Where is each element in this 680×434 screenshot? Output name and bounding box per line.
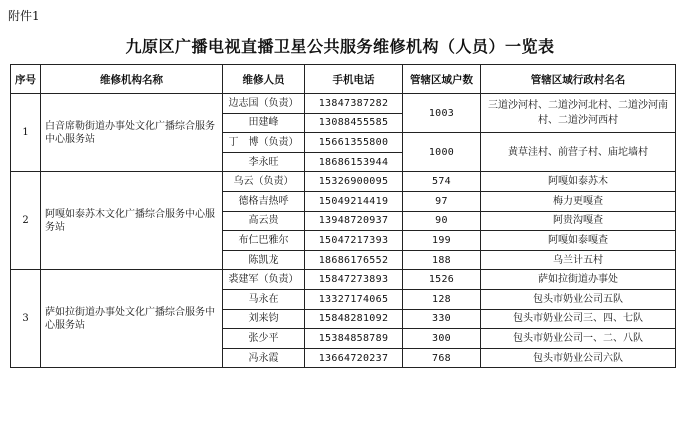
org-name: 萨如拉街道办事处文化广播综合服务中心服务站 (41, 270, 223, 368)
households-count: 1003 (403, 94, 481, 133)
staff-name: 马永在 (223, 289, 305, 309)
households-count: 128 (403, 289, 481, 309)
households-count: 97 (403, 191, 481, 211)
village-names: 萨如拉街道办事处 (481, 270, 676, 290)
org-name: 白音席勒街道办事处文化广播综合服务中心服务站 (41, 94, 223, 172)
row-number: 3 (11, 270, 41, 368)
households-count: 1526 (403, 270, 481, 290)
phone-number: 18686176552 (305, 250, 403, 270)
village-names: 包头市奶业公司五队 (481, 289, 676, 309)
phone-number: 15326900095 (305, 172, 403, 192)
phone-number: 15848281092 (305, 309, 403, 329)
header-phone: 手机电话 (305, 65, 403, 94)
org-name: 阿嘎如泰苏木文化广播综合服务中心服务站 (41, 172, 223, 270)
phone-number: 13088455585 (305, 113, 403, 133)
staff-name: 田建峰 (223, 113, 305, 133)
staff-name: 乌云（负责） (223, 172, 305, 192)
header-org: 维修机构名称 (41, 65, 223, 94)
table-row (11, 172, 676, 192)
staff-name: 德格吉热呼 (223, 191, 305, 211)
staff-name: 布仁巴雅尔 (223, 231, 305, 251)
table-row (11, 270, 676, 290)
village-names: 阿贵沟嘎查 (481, 211, 676, 231)
row-number: 2 (11, 172, 41, 270)
households-count: 768 (403, 348, 481, 368)
village-names: 包头市奶业公司一、二、八队 (481, 329, 676, 349)
staff-name: 裘建军（负责） (223, 270, 305, 290)
village-names: 阿嘎如泰嘎查 (481, 231, 676, 251)
village-names: 乌兰计五村 (481, 250, 676, 270)
header-households: 管辖区域户数 (403, 65, 481, 94)
households-count: 574 (403, 172, 481, 192)
phone-number: 13664720237 (305, 348, 403, 368)
village-names: 包头市奶业公司三、四、七队 (481, 309, 676, 329)
table-row (11, 94, 676, 114)
households-count: 199 (403, 231, 481, 251)
row-number: 1 (11, 94, 41, 172)
phone-number: 15047217393 (305, 231, 403, 251)
households-count: 330 (403, 309, 481, 329)
header-villages: 管辖区域行政村名名 (481, 65, 676, 94)
households-count: 1000 (403, 133, 481, 172)
staff-name: 高云贵 (223, 211, 305, 231)
phone-number: 18686153944 (305, 152, 403, 172)
village-names: 包头市奶业公司六队 (481, 348, 676, 368)
phone-number: 13847387282 (305, 94, 403, 114)
staff-name: 张少平 (223, 329, 305, 349)
village-names: 黄草洼村、前营子村、庙坨墙村 (481, 133, 676, 172)
attachment-label: 附件1 (8, 9, 40, 23)
village-names: 梅力更嘎查 (481, 191, 676, 211)
header-no: 序号 (11, 65, 41, 94)
staff-name: 李永旺 (223, 152, 305, 172)
page-title: 九原区广播电视直播卫星公共服务维修机构（人员）一览表 (125, 37, 555, 56)
households-count: 90 (403, 211, 481, 231)
phone-number: 15661355800 (305, 133, 403, 153)
village-names: 三道沙河村、二道沙河北村、二道沙河南村、二道沙河西村 (481, 94, 676, 133)
households-count: 300 (403, 329, 481, 349)
staff-name: 冯永霞 (223, 348, 305, 368)
staff-name: 刘来钧 (223, 309, 305, 329)
staff-name: 丁 博（负责） (223, 133, 305, 153)
phone-number: 15049214419 (305, 191, 403, 211)
header-staff: 维修人员 (223, 65, 305, 94)
maintenance-table (10, 64, 676, 368)
staff-name: 边志国（负责） (223, 94, 305, 114)
households-count: 188 (403, 250, 481, 270)
phone-number: 15847273893 (305, 270, 403, 290)
header-row (11, 65, 676, 94)
village-names: 阿嘎如泰苏木 (481, 172, 676, 192)
phone-number: 15384858789 (305, 329, 403, 349)
staff-name: 陈凯龙 (223, 250, 305, 270)
phone-number: 13327174065 (305, 289, 403, 309)
phone-number: 13948720937 (305, 211, 403, 231)
